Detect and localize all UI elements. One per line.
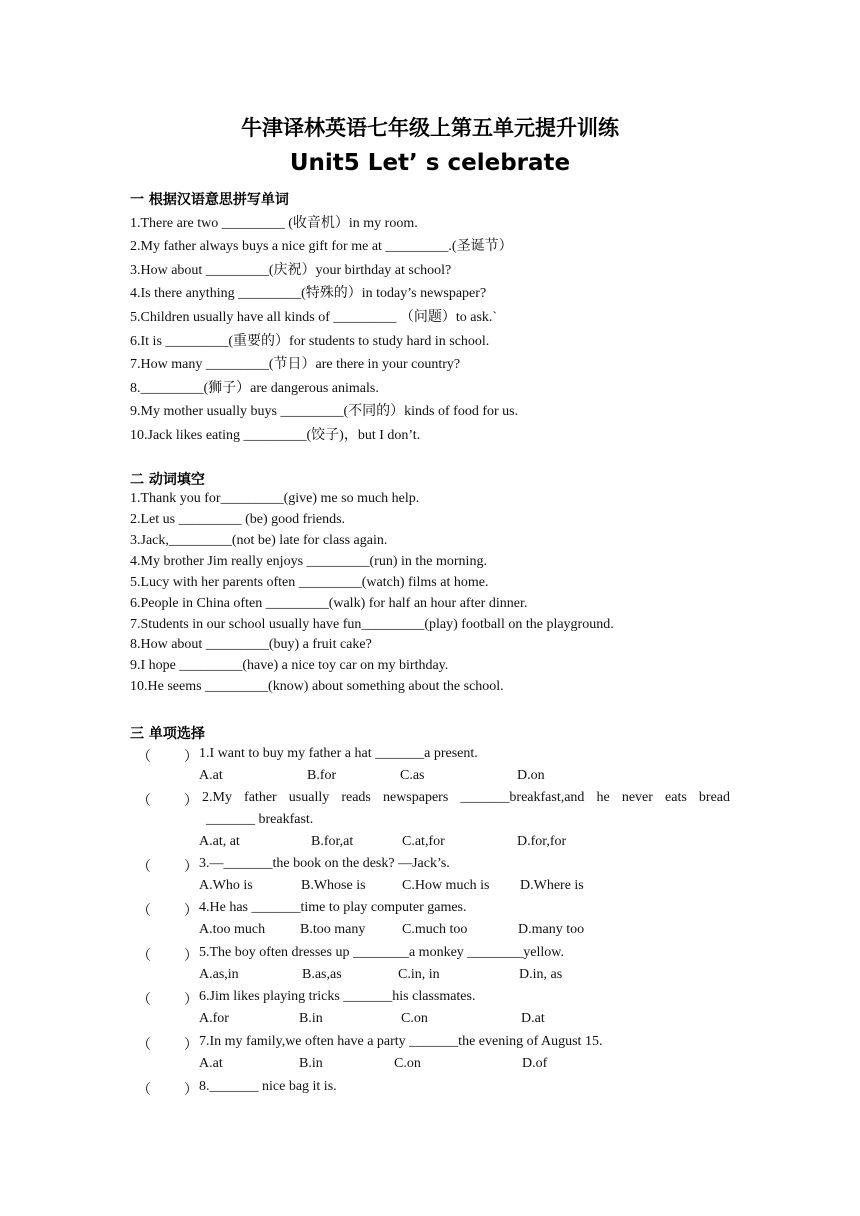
- answer-bracket-open: （: [137, 1038, 151, 1053]
- option-a: A.as,in: [199, 967, 239, 982]
- question-text: 6.Jim likes playing tricks _______his classmates.: [199, 989, 476, 1004]
- section2-item: 4.My brother Jim really enjoys _________(run) in the morning.: [130, 554, 487, 569]
- question-text: 4.He has _______time to play computer games.: [199, 900, 467, 915]
- section1-item: 10.Jack likes eating _________(饺子)，but I don’t.: [130, 428, 421, 443]
- section2-item: 5.Lucy with her parents often _________(watch) films at home.: [130, 575, 489, 590]
- answer-bracket-open: （: [137, 993, 151, 1008]
- option-d: D.many too: [518, 922, 585, 937]
- answer-bracket-close: ）: [184, 1083, 198, 1098]
- option-d: D.Where is: [520, 878, 584, 893]
- question-text: 2.My father usually reads newspapers _______breakfast,and he never eats bread: [202, 790, 730, 805]
- answer-bracket-open: （: [137, 1083, 151, 1098]
- question-text: 3.—_______the book on the desk? —Jack’s.: [199, 856, 450, 871]
- option-c: C.in, in: [398, 967, 440, 982]
- section2-item: 3.Jack,_________(not be) late for class again.: [130, 533, 388, 548]
- question-text: 7.In my family,we often have a party _______the evening of August 15.: [199, 1034, 603, 1049]
- section1-item: 8._________(狮子）are dangerous animals.: [130, 381, 379, 396]
- option-a: A.too much: [199, 922, 266, 937]
- page-title-english: Unit5 Let’ s celebrate: [289, 150, 571, 176]
- section2-item: 2.Let us _________ (be) good friends.: [130, 512, 346, 527]
- section2-item: 7.Students in our school usually have fun_________(play) football on the playground.: [130, 617, 614, 632]
- option-b: B.for,at: [311, 834, 354, 849]
- answer-bracket-close: ）: [184, 794, 198, 809]
- answer-bracket-close: ）: [184, 1038, 198, 1053]
- section1-item: 9.My mother usually buys _________(不同的）kinds of food for us.: [130, 404, 519, 419]
- question-text-continued: _______ breakfast.: [206, 812, 314, 827]
- page-title-chinese: 牛津译林英语七年级上第五单元提升训练: [241, 116, 619, 140]
- answer-bracket-close: ）: [184, 993, 198, 1008]
- option-a: A.at: [199, 1056, 223, 1071]
- answer-bracket-open: （: [137, 949, 151, 964]
- section1-heading: 一 根据汉语意思拼写单词: [130, 192, 289, 208]
- answer-bracket-open: （: [137, 904, 151, 919]
- section2-item: 9.I hope _________(have) a nice toy car on my birthday.: [130, 658, 449, 673]
- option-c: C.How much is: [402, 878, 490, 893]
- option-d: D.in, as: [519, 967, 563, 982]
- section2-item: 8.How about _________(buy) a fruit cake?: [130, 637, 372, 652]
- option-a: A.at, at: [199, 834, 240, 849]
- section2-item: 10.He seems _________(know) about something about the school.: [130, 679, 504, 694]
- answer-bracket-close: ）: [184, 860, 198, 875]
- option-c: C.as: [400, 768, 425, 783]
- question-text: 8._______ nice bag it is.: [199, 1079, 337, 1094]
- answer-bracket-open: （: [137, 860, 151, 875]
- option-c: C.on: [401, 1011, 428, 1026]
- option-a: A.Who is: [199, 878, 253, 893]
- question-text: 5.The boy often dresses up ________a monkey ________yellow.: [199, 945, 564, 960]
- option-b: B.too many: [300, 922, 366, 937]
- section1-item: 5.Children usually have all kinds of _________ （问题）to ask.`: [130, 310, 498, 325]
- answer-bracket-open: （: [137, 794, 151, 809]
- answer-bracket-close: ）: [184, 949, 198, 964]
- section2-item: 6.People in China often _________(walk) for half an hour after dinner.: [130, 596, 528, 611]
- option-b: B.in: [299, 1056, 323, 1071]
- option-d: D.of: [522, 1056, 548, 1071]
- section1-item: 3.How about _________(庆祝）your birthday at school?: [130, 263, 452, 278]
- section1-item: 4.Is there anything _________(特殊的）in today’s newspaper?: [130, 286, 487, 301]
- section1-item: 7.How many _________(节日）are there in your country?: [130, 357, 461, 372]
- option-d: D.for,for: [517, 834, 567, 849]
- option-a: A.for: [199, 1011, 229, 1026]
- section3-heading: 三 单项选择: [130, 726, 205, 742]
- section2-heading: 二 动词填空: [130, 472, 205, 488]
- section1-item: 1.There are two _________ (收音机）in my room.: [130, 216, 418, 231]
- option-b: B.for: [307, 768, 337, 783]
- option-c: C.at,for: [402, 834, 445, 849]
- section1-item: 6.It is _________(重要的）for students to study hard in school.: [130, 334, 490, 349]
- option-c: C.much too: [402, 922, 468, 937]
- option-a: A.at: [199, 768, 223, 783]
- answer-bracket-close: ）: [184, 904, 198, 919]
- option-b: B.Whose is: [301, 878, 366, 893]
- option-b: B.as,as: [302, 967, 342, 982]
- option-d: D.on: [517, 768, 545, 783]
- option-c: C.on: [394, 1056, 421, 1071]
- question-text: 1.I want to buy my father a hat _______a present.: [199, 746, 478, 761]
- option-d: D.at: [521, 1011, 545, 1026]
- option-b: B.in: [299, 1011, 323, 1026]
- section2-item: 1.Thank you for_________(give) me so much help.: [130, 491, 420, 506]
- answer-bracket-open: （: [137, 750, 151, 765]
- section1-item: 2.My father always buys a nice gift for me at _________.(圣诞节）: [130, 239, 513, 254]
- answer-bracket-close: ）: [184, 750, 198, 765]
